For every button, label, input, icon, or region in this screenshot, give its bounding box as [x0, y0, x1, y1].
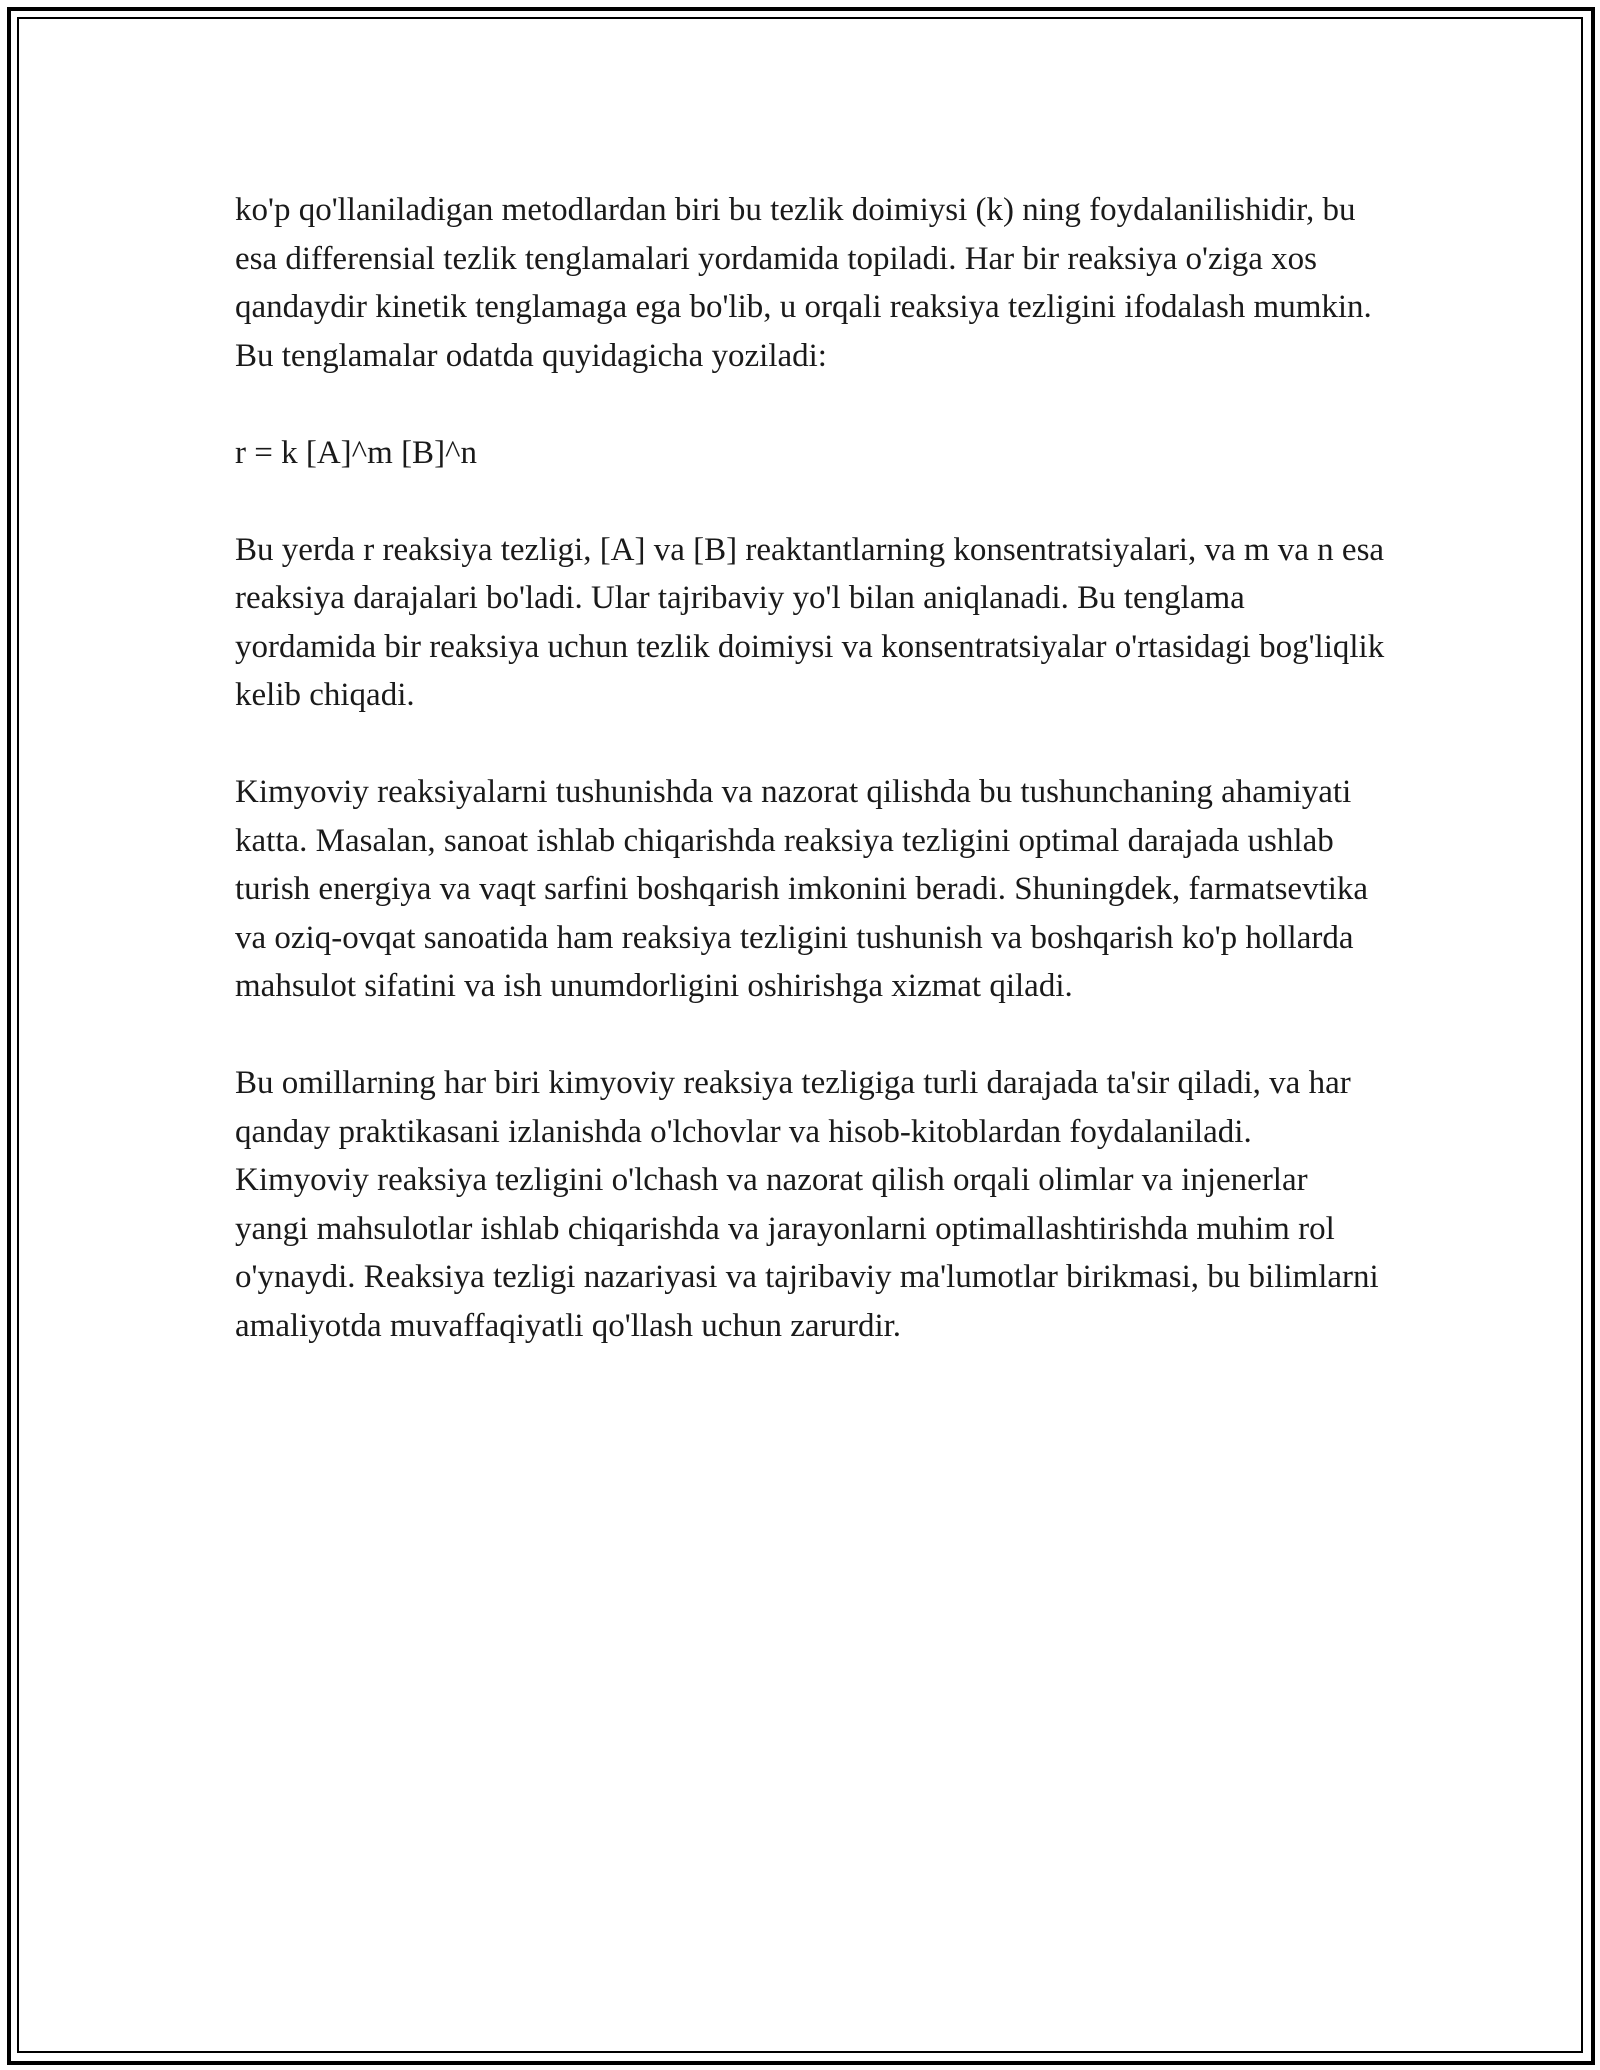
document-body [235, 186, 1385, 1350]
rate-equation: r = k [A]^m [B]^n [235, 434, 478, 471]
paragraph-conclusion: Bu omillarning har biri kimyoviy reaksiya tezligiga turli darajada ta'sir qiladi, va har qanday praktikasani izlanishda o'lchovlar va hisob-kitoblardan foydalaniladi. Kimyoviy reaksiya tezligini o'lchash va nazorat qilish orqali olimlar va injenerlar yangi mahsulotlar ishlab chiqarishda va jarayonlarni optimallashtirishda muhim rol o'ynaydi. Reaksiya tezligi nazariyasi va tajribaviy ma'lumotlar birikmasi, bu bilimlarni amaliyotda muvaffaqiyatli qo'llash uchun zarurdir. [235, 1065, 1379, 1344]
paragraph-rate-constant-intro: ko'p qo'llaniladigan metodlardan biri bu tezlik doimiysi (k) ning foydalanilishidir, bu esa differensial tezlik tenglamalari yordamida topiladi. Har bir reaksiya o'ziga xos qandaydir kinetik tenglamaga ega bo'lib, u orqali reaksiya tezligini ifodalash mumkin. Bu tenglamalar odatda quyidagicha yoziladi: [235, 192, 1372, 374]
paragraph-equation-explanation: Bu yerda r reaksiya tezligi, [A] va [B] reaktantlarning konsentratsiyalari, va m va n esa reaksiya darajalari bo'ladi. Ular tajribaviy yo'l bilan aniqlanadi. Bu tenglama yordamida bir reaksiya uchun tezlik doimiysi va konsentratsiyalar o'rtasidagi bog'liqlik kelib chiqadi. [235, 531, 1385, 713]
paragraph-industrial-importance: Kimyoviy reaksiyalarni tushunishda va nazorat qilishda bu tushunchaning ahamiyati katta. Masalan, sanoat ishlab chiqarishda reaksiya tezligini optimal darajada ushlab turish energiya va vaqt sarfini boshqarish imkonini beradi. Shuningdek, farmatsevtika va oziq-ovqat sanoatida ham reaksiya tezligini tushunish va boshqarish ko'p hollarda mahsulot sifatini va ish unumdorligini oshirishga xizmat qiladi. [235, 774, 1369, 1004]
